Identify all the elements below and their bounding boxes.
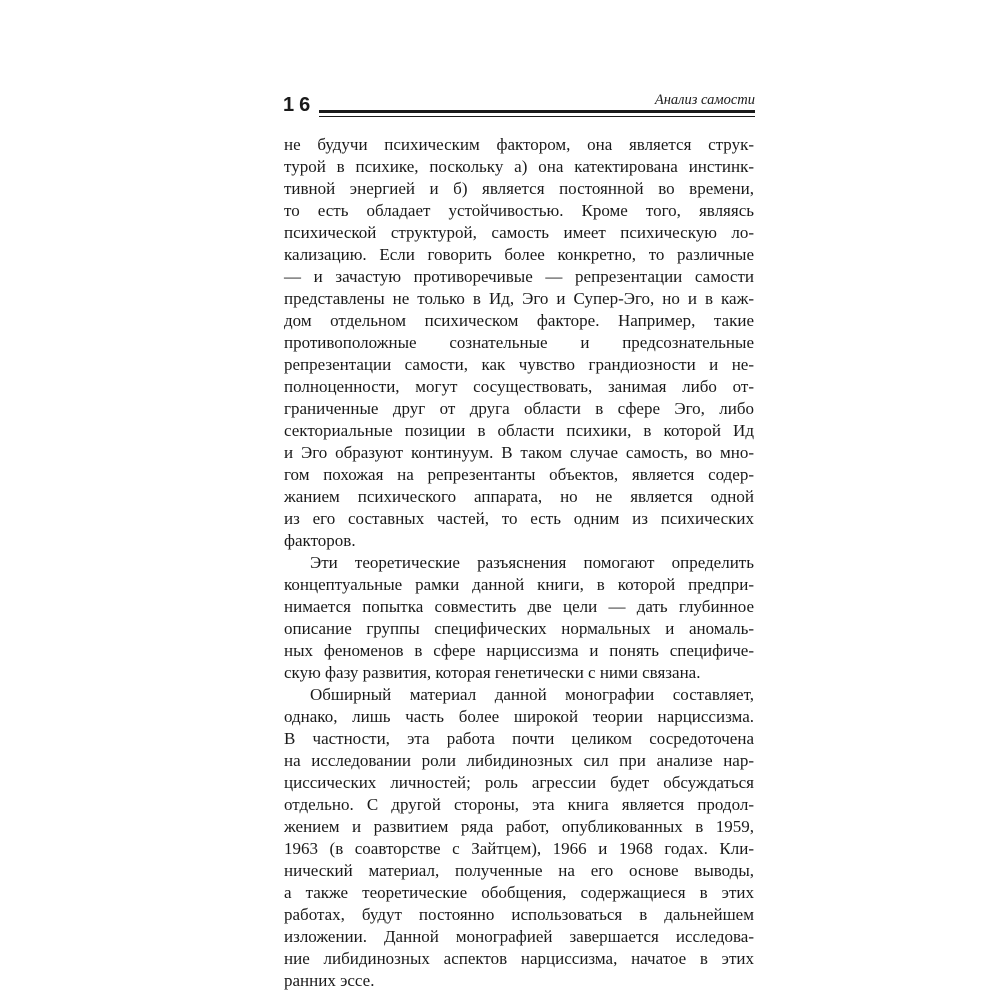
text-line: отдельно. С другой стороны, эта книга является продол-: [284, 795, 754, 814]
page-header: [283, 92, 755, 122]
text-line: граниченные друг от друга области в сфере Эго, либо: [284, 399, 754, 418]
running-title: Анализ самости: [649, 92, 755, 108]
text-line: нический материал, полученные на его основе выводы,: [284, 861, 754, 880]
text-line: факторов.: [284, 531, 356, 550]
text-line: однако, лишь часть более широкой теории нарциссизма.: [284, 707, 754, 726]
text-line: не будучи психическим фактором, она является струк-: [284, 135, 754, 154]
text-line: дом отдельном психическом факторе. Например, такие: [284, 311, 754, 330]
text-line: полноценности, могут сосуществовать, занимая либо от-: [284, 377, 754, 396]
text-line: ранних эссе.: [284, 971, 375, 990]
text-line: то есть обладает устойчивостью. Кроме того, являясь: [284, 201, 754, 220]
text-line: гом похожая на репрезентанты объектов, является содер-: [284, 465, 754, 484]
text-line: нимается попытка совместить две цели — дать глубинное: [284, 597, 754, 616]
text-line: Эти теоретические разъяснения помогают определить: [310, 553, 754, 572]
text-line: ных феноменов в сфере нарциссизма и понять специфиче-: [284, 641, 754, 660]
text-line: концептуальные рамки данной книги, в которой предпри-: [284, 575, 754, 594]
text-line: описание группы специфических нормальных и аномаль-: [284, 619, 754, 638]
header-rule-thick: [319, 110, 755, 113]
text-line: на исследовании роли либидинозных сил при анализе нар-: [284, 751, 754, 770]
text-line: — и зачастую противоречивые — репрезентации самости: [284, 267, 754, 286]
text-line: изложении. Данной монографией завершается исследова-: [284, 927, 754, 946]
text-line: скую фазу развития, которая генетически с ними связана.: [284, 663, 701, 682]
text-line: а также теоретические обобщения, содержащиеся в этих: [284, 883, 754, 902]
text-line: репрезентации самости, как чувство грандиозности и не-: [284, 355, 754, 374]
text-line: В частности, эта работа почти целиком сосредоточена: [284, 729, 754, 748]
text-line: тивной энергией и б) является постоянной во времени,: [284, 179, 754, 198]
text-line: из его составных частей, то есть одним из психических: [284, 509, 754, 528]
text-line: работах, будут постоянно использоваться в дальнейшем: [284, 905, 754, 924]
page-number: 16: [283, 94, 316, 116]
text-line: Обширный материал данной монографии составляет,: [310, 685, 754, 704]
text-line: турой в психике, поскольку а) она катектирована инстинк-: [284, 157, 754, 176]
text-line: секториальные позиции в области психики, в которой Ид: [284, 421, 754, 440]
text-line: представлены не только в Ид, Эго и Супер-Эго, но и в каж-: [284, 289, 754, 308]
text-line: кализацию. Если говорить более конкретно, то различные: [284, 245, 754, 264]
text-line: психической структурой, самость имеет психическую ло-: [284, 223, 754, 242]
text-line: и Эго образуют континуум. В таком случае самость, во мно-: [284, 443, 754, 462]
text-line: циссических личностей; роль агрессии будет обсуждаться: [284, 773, 754, 792]
text-line: 1963 (в соавторстве с Зайтцем), 1966 и 1968 годах. Кли-: [284, 839, 754, 858]
text-line: ние либидинозных аспектов нарциссизма, начатое в этих: [284, 949, 754, 968]
text-line: жением и развитием ряда работ, опубликованных в 1959,: [284, 817, 754, 836]
header-rule-thin: [319, 116, 755, 117]
body-text: [284, 134, 754, 992]
text-line: жанием психического аппарата, но не является одной: [284, 487, 754, 506]
text-line: противоположные сознательные и предсознательные: [284, 333, 754, 352]
